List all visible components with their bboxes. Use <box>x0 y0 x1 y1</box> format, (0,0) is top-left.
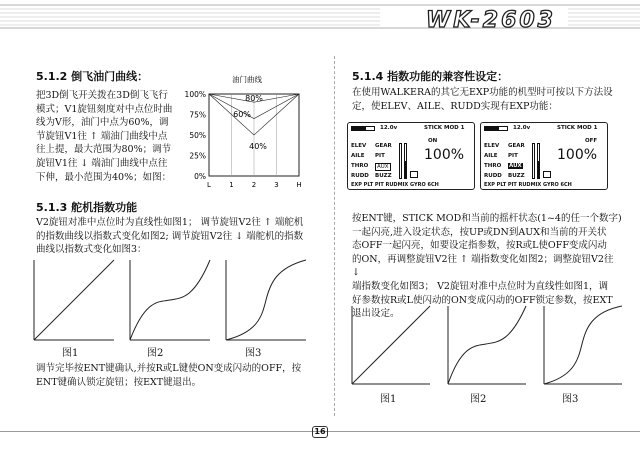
channel-label: PIT <box>375 153 385 159</box>
stick-bar <box>399 143 402 179</box>
figure-caption: 图3 <box>562 394 579 405</box>
menu-tabs: EXP PLT PIT RUDMIX GYRO 6CH <box>484 182 572 188</box>
text-line: 节旋钮V1往 ↑ 端油门曲线中点 <box>36 130 168 142</box>
exp-state: ON <box>428 138 438 144</box>
menu-tabs: EXP PLT PIT RUDMIX GYRO 6CH <box>351 182 439 188</box>
y-tick: 0% <box>194 172 206 181</box>
text-line: 态OFF一起闪亮，如要设定指参数，按R或L使OFF变成闪动 <box>352 240 607 252</box>
text-line: 线为V形，油门中点为60%，调 <box>36 117 169 129</box>
exp-state: OFF <box>585 138 598 144</box>
stick-bar-fill <box>537 161 540 179</box>
stick-mode: STICK MOD 1 <box>557 125 598 131</box>
text-line: 旋钮V1往 ↓ 端油门曲线中点往 <box>36 157 168 169</box>
text-line: 把3D倒飞开关拨在3D倒飞飞行 <box>36 90 168 101</box>
text-line: 调节完毕按ENT键确认,并按R或L键使ON变成闪动的OFF，按 <box>36 363 302 374</box>
curve-label-40: 40% <box>249 142 267 151</box>
throttle-curve-paragraph <box>36 89 204 184</box>
channel-label: BUZZ <box>508 173 525 179</box>
channel-label: PIT <box>508 153 518 159</box>
channel-label: RUDD <box>484 173 502 179</box>
text-line: 往上提，最大范围为80%；调节 <box>36 144 172 156</box>
text-line: V2旋钮对准中点位时为直线性如图1； 调节旋钮V2往 ↑ 端舵机 <box>36 217 304 228</box>
right-exp-figures <box>350 304 640 388</box>
section-heading-throttle-curve: 5.1.2 倒飞油门曲线： <box>36 70 149 83</box>
stick-mode: STICK MOD 1 <box>424 125 465 131</box>
text-line: 在使用WALKERA的其它无EXP功能的机型时可按以下方法设 <box>352 87 613 98</box>
figure-caption: 图2 <box>147 348 164 359</box>
throttle-curve-chart <box>184 72 312 192</box>
header-title: WK-2603 <box>426 8 556 33</box>
figure-2-exp-up <box>130 260 210 340</box>
section-heading-servo-exp: 5.1.3 舵机指数功能 <box>36 201 138 214</box>
text-line: 曲线以指数式变化如图3： <box>36 244 147 256</box>
text-line: 模式；V1旋钮刻度对中点位时曲 <box>36 103 173 115</box>
text-line: 按ENT键，STICK MOD和当前的摇杆状态(1~4的任一个数字) <box>352 213 622 224</box>
figure-caption: 图1 <box>62 348 79 359</box>
battery-level <box>352 127 366 130</box>
text-line: 下伸，最小范围为40%；如图： <box>36 171 172 183</box>
servo-exp-confirm-paragraph <box>36 362 326 389</box>
page-header <box>0 0 640 36</box>
column-divider <box>334 56 335 416</box>
figure-caption: 图3 <box>245 348 262 359</box>
exp-compat-paragraph <box>352 86 622 113</box>
text-line: 端指数变化如图3； V2旋钮对准中点位时为直线性如图1，调 <box>352 280 609 292</box>
y-tick: 100% <box>184 90 206 99</box>
lcd-screen-exp-off <box>480 122 608 190</box>
text-line: 定，使ELEV、AILE、RUDD实现有EXP功能： <box>352 100 558 112</box>
figure-3-exp-down <box>544 306 622 384</box>
x-tick: H <box>296 181 302 189</box>
text-line: 的ON，再调整旋钮V2往 ↑ 端指数变化如图2；调整旋钮V2往 ↓ <box>352 253 614 279</box>
page-number: 16 <box>312 426 328 438</box>
channel-label: ELEV <box>351 143 367 149</box>
exp-value: 100% <box>424 147 465 163</box>
channel-label-aux-selected: AUX <box>377 164 389 170</box>
channel-label: BUZZ <box>375 173 392 179</box>
text-line: 退出设定。 <box>352 308 400 320</box>
battery-level <box>485 127 499 130</box>
figure-2-exp-up <box>448 306 526 384</box>
chart-title: 油门曲线 <box>232 75 262 84</box>
edit-icon <box>543 171 551 178</box>
figure-3-exp-down <box>226 260 306 340</box>
y-tick: 25% <box>189 151 206 161</box>
channel-label: RUDD <box>351 173 369 179</box>
x-tick: 2 <box>251 181 257 189</box>
battery-voltage: 12.0v <box>380 125 398 131</box>
x-tick: 1 <box>229 181 234 189</box>
channel-label: GEAR <box>508 143 525 149</box>
figure-caption: 图1 <box>380 394 397 405</box>
stick-bar-fill <box>404 161 407 179</box>
curve-label-80: 80% <box>245 94 263 103</box>
channel-label-aux-highlighted: AUX <box>509 163 522 169</box>
edit-icon <box>410 171 418 178</box>
text-line: 好参数按R或L使闪动的ON变成闪动的OFF锁定参数，按EXT <box>352 294 613 306</box>
servo-exp-paragraph <box>36 216 326 257</box>
channel-label: ELEV <box>484 143 500 149</box>
left-exp-figures <box>32 258 322 342</box>
text-line: ENT键确认锁定旋钮；按EXT键退出。 <box>36 376 202 388</box>
exp-value: 100% <box>557 147 598 163</box>
figure-caption: 图2 <box>470 394 487 405</box>
figure-1-linear <box>352 306 430 384</box>
channel-label: AILE <box>351 153 365 159</box>
channel-label: AILE <box>484 153 498 159</box>
channel-label: THRO <box>351 163 369 169</box>
battery-voltage: 12.0v <box>513 125 531 131</box>
x-tick: 3 <box>274 181 279 189</box>
section-heading-exp-compat: 5.1.4 指数功能的兼容性设定： <box>352 70 509 83</box>
text-line: 的指数曲线以指数式变化如图2; 调节旋钮V2往 ↓ 端舵机的指数 <box>36 230 304 242</box>
y-tick: 75% <box>189 110 206 120</box>
text-line: 一起闪亮,进入设定状态，按UP或DN到AUX和当前的开关状 <box>352 226 607 238</box>
curve-label-60: 60% <box>233 110 251 119</box>
y-tick: 50% <box>189 131 206 140</box>
channel-label: THRO <box>484 163 502 169</box>
x-tick: L <box>207 181 211 189</box>
figure-1-linear <box>34 260 114 340</box>
channel-label: GEAR <box>375 143 392 149</box>
lcd-screen-exp-on <box>347 122 475 190</box>
stick-bar <box>532 143 535 179</box>
